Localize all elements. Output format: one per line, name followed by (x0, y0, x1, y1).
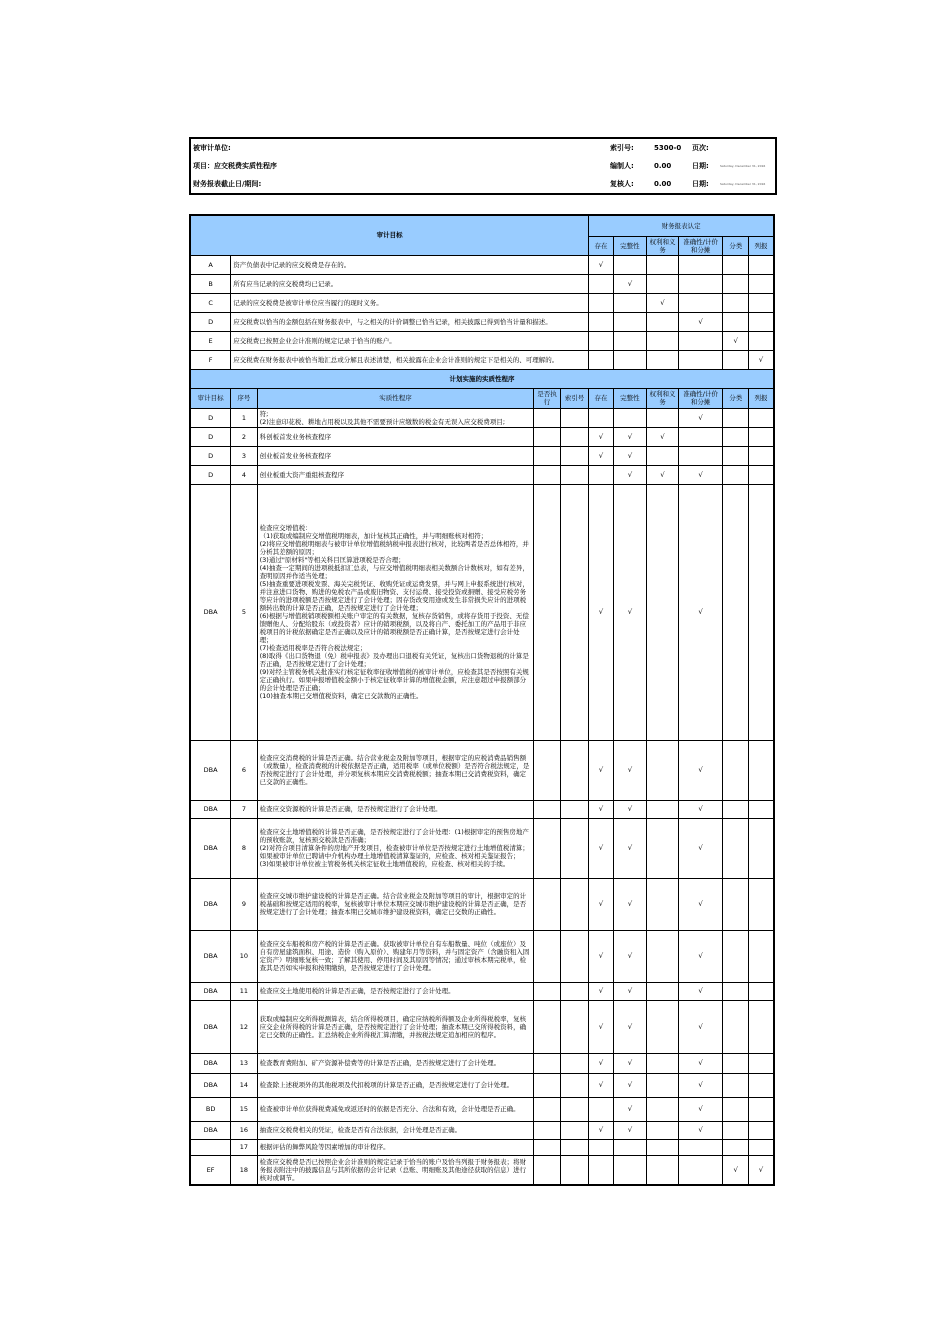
period-label: 财务报表截止日/期间: (193, 180, 262, 188)
procedure-check (723, 465, 748, 484)
objective-text: 应交税费以恰当的金额包括在财务报表中，与之相关的计价调整已恰当记录，相关披露已得到恰当计量和描述。 (231, 312, 589, 331)
assertion-header: 完整性 (613, 388, 647, 408)
procedure-executed[interactable] (534, 800, 560, 818)
procedure-objective: DBA (190, 1121, 231, 1139)
procedure-objective: DBA (190, 1053, 231, 1073)
procedure-seq: 12 (231, 1000, 257, 1053)
procedure-check (723, 484, 748, 740)
procedure-check (748, 446, 774, 465)
objective-check (748, 293, 774, 312)
procedure-text: 检查应交土地使用税的计算是否正确，是否按规定进行了会计处理。 (257, 982, 534, 1000)
procedure-objective: DBA (190, 878, 231, 930)
procedure-check: √ (647, 465, 679, 484)
procedure-index[interactable] (560, 878, 588, 930)
procedure-check (748, 818, 774, 878)
procedure-index[interactable] (560, 930, 588, 982)
procedure-check: √ (613, 1000, 647, 1053)
assertion-header: 存在 (589, 236, 613, 255)
procedure-check (589, 1097, 613, 1121)
procedure-check (748, 982, 774, 1000)
assertion-header: 准确性/计价和分摊 (678, 388, 723, 408)
procedure-check (748, 1139, 774, 1155)
header-table (189, 137, 777, 195)
objective-code: C (190, 293, 231, 312)
procedure-seq: 8 (231, 818, 257, 878)
procedure-check (647, 982, 679, 1000)
reviewed-date: Saturday, December 31, 2016 (720, 182, 766, 186)
procedure-executed[interactable] (534, 1000, 560, 1053)
procedure-check: √ (613, 484, 647, 740)
procedure-executed[interactable] (534, 484, 560, 740)
procedure-check (723, 878, 748, 930)
objective-code: E (190, 331, 231, 350)
procedure-objective: D (190, 446, 231, 465)
objective-check (647, 274, 679, 293)
procedure-check: √ (589, 800, 613, 818)
objective-text: 记录的应交税费是被审计单位应当履行的现时义务。 (231, 293, 589, 312)
objective-check (647, 312, 679, 331)
procedure-executed[interactable] (534, 446, 560, 465)
objective-check (589, 350, 613, 369)
procedure-check: √ (613, 1073, 647, 1097)
page-value (718, 138, 776, 157)
procedure-check (647, 800, 679, 818)
objective-check (613, 331, 647, 350)
procedure-check: √ (613, 465, 647, 484)
procedure-check: √ (678, 878, 723, 930)
auditee-label: 被审计单位: (193, 144, 231, 152)
procedure-check (748, 1073, 774, 1097)
reviewed-value: 0.00 (654, 180, 672, 188)
procedure-seq: 9 (231, 878, 257, 930)
objective-code: D (190, 312, 231, 331)
objective-check (748, 331, 774, 350)
objective-check (678, 274, 723, 293)
procedure-seq: 14 (231, 1073, 257, 1097)
procedure-check (723, 982, 748, 1000)
objective-check (723, 312, 748, 331)
col-procedure: 实质性程序 (257, 388, 534, 408)
procedure-executed[interactable] (534, 427, 560, 446)
procedure-objective (190, 1139, 231, 1155)
procedure-executed[interactable] (534, 818, 560, 878)
procedure-check (723, 1000, 748, 1053)
procedure-executed[interactable] (534, 740, 560, 800)
assertion-header: 分类 (723, 236, 748, 255)
procedure-check (723, 446, 748, 465)
procedure-check (748, 1097, 774, 1121)
procedure-text: 检查教育费附加、矿产资源补偿费等的计算是否正确，是否按规定进行了会计处理。 (257, 1053, 534, 1073)
procedure-index[interactable] (560, 1053, 588, 1073)
procedure-check (647, 446, 679, 465)
procedure-index[interactable] (560, 982, 588, 1000)
objective-check (613, 350, 647, 369)
procedure-executed[interactable] (534, 1097, 560, 1121)
procedure-check (647, 818, 679, 878)
procedure-check (748, 878, 774, 930)
procedure-check: √ (589, 1073, 613, 1097)
procedure-objective: DBA (190, 1000, 231, 1053)
procedure-index[interactable] (560, 1000, 588, 1053)
procedure-check: √ (613, 1053, 647, 1073)
objective-text: 应交税费在财务报表中被恰当地汇总或分解且表述清楚，相关披露在企业会计准则的规定下是相关的、可理解的。 (231, 350, 589, 369)
page-label: 页次: (692, 144, 709, 152)
procedure-seq: 16 (231, 1121, 257, 1139)
procedure-index[interactable] (560, 1121, 588, 1139)
objective-check (647, 255, 679, 274)
procedure-text: 科创板首发业务核查程序 (257, 427, 534, 446)
objective-check (678, 331, 723, 350)
procedure-check (723, 427, 748, 446)
procedure-text: 检查应交消费税的计算是否正确。结合营业税金及附加等项目，根据审定的应税消费品销售额（或数量），检查消费税的计税依据是否正确，适用税率（或单位税额）是否符合税法规定，是否按规定进行了会计处理，并分项复核本期应交消费税税额；抽查本期已交消费税资料，确定已交款的正确性。 (257, 740, 534, 800)
procedure-check: √ (678, 800, 723, 818)
procedure-text: 检查应交税费是否已按照企业会计准则的规定记录于恰当的账户及恰当列报于财务报表；将财务报表附注中的披露信息与其所依据的会计记录（总账、明细账及其他途径获取的信息）进行核对或调节。 (257, 1155, 534, 1185)
procedure-index[interactable] (560, 465, 588, 484)
procedure-check: √ (589, 930, 613, 982)
procedure-objective: DBA (190, 818, 231, 878)
objective-check (613, 293, 647, 312)
col-objective: 审计目标 (190, 388, 231, 408)
procedure-seq: 7 (231, 800, 257, 818)
procedure-check (589, 1139, 613, 1155)
procedure-check (723, 1053, 748, 1073)
procedure-objective: DBA (190, 484, 231, 740)
objective-check (678, 255, 723, 274)
objective-check (723, 274, 748, 293)
procedure-check (678, 1155, 723, 1185)
procedure-check: √ (589, 1053, 613, 1073)
procedure-check: √ (647, 427, 679, 446)
procedure-objective: DBA (190, 740, 231, 800)
objective-check (678, 293, 723, 312)
procedure-check (723, 800, 748, 818)
procedure-index[interactable] (560, 408, 588, 427)
objective-check (589, 312, 613, 331)
procedure-check (678, 1139, 723, 1155)
prepared-value: 0.00 (654, 162, 672, 170)
procedure-check (647, 1073, 679, 1097)
procedure-check: √ (589, 446, 613, 465)
assertion-header: 列报 (748, 236, 774, 255)
procedure-check (647, 1053, 679, 1073)
procedure-executed[interactable] (534, 465, 560, 484)
procedure-check (748, 800, 774, 818)
procedure-check: √ (613, 1097, 647, 1121)
procedure-check (647, 1000, 679, 1053)
procedure-check: √ (589, 427, 613, 446)
procedure-check: √ (678, 982, 723, 1000)
procedure-check (647, 1139, 679, 1155)
procedure-check (748, 1000, 774, 1053)
col-index: 索引号 (560, 388, 588, 408)
procedure-check (647, 878, 679, 930)
procedure-check: √ (613, 930, 647, 982)
procedure-check (723, 818, 748, 878)
procedure-check: √ (589, 878, 613, 930)
objective-check (678, 350, 723, 369)
procedure-text: 获取或编制应交所得税测算表，结合所得税项目，确定应纳税所得额及企业所得税税率，复核应交企业所得税的计算是否正确，是否按规定进行了会计处理；抽查本期已交所得税资料，确定已交数的正确性。汇总纳税企业所得税汇算清缴，并按税法规定追加相应的程序。 (257, 1000, 534, 1053)
objective-code: A (190, 255, 231, 274)
index-label: 索引号: (610, 144, 634, 152)
procedure-index[interactable] (560, 484, 588, 740)
procedure-check (613, 1139, 647, 1155)
procedure-check (589, 465, 613, 484)
procedure-check: √ (589, 740, 613, 800)
procedure-check: √ (613, 1121, 647, 1139)
procedure-objective: D (190, 465, 231, 484)
procedure-objective: EF (190, 1155, 231, 1185)
procedure-check: √ (678, 1053, 723, 1073)
procedure-check (748, 465, 774, 484)
procedure-check (748, 1053, 774, 1073)
procedure-text: 检查应交资源税的计算是否正确，是否按规定进行了会计处理。 (257, 800, 534, 818)
procedure-index[interactable] (560, 800, 588, 818)
procedure-check (748, 427, 774, 446)
procedure-check (647, 484, 679, 740)
procedure-executed[interactable] (534, 1139, 560, 1155)
procedure-check (723, 1121, 748, 1139)
procedure-check (748, 740, 774, 800)
objective-check (748, 312, 774, 331)
procedure-table (189, 214, 775, 1186)
procedure-executed[interactable] (534, 408, 560, 427)
procedure-check: √ (748, 1155, 774, 1185)
objective-check (723, 255, 748, 274)
procedure-objective: D (190, 427, 231, 446)
objective-check (589, 274, 613, 293)
procedure-check (723, 408, 748, 427)
procedure-check (678, 427, 723, 446)
procedure-check: √ (678, 1097, 723, 1121)
procedure-text: 创业板重大资产重组核查程序 (257, 465, 534, 484)
procedure-check: √ (613, 800, 647, 818)
procedure-index[interactable] (560, 1139, 588, 1155)
procedure-text: 检查应交增值税： （1)获取或编制应交增值税明细表，加计复核其正确性，并与明细账核对相符； (2)将应交增值税明细表与被审计单位增值税纳税申报表进行核对，比较两者是否总体相符，并分析其差额的原因； (3)通过"原材料"等相关科目匡算进项税是否合理； (4)抽查一定期间的进项税抵扣汇总表，与应交增值税明细表相关数额合计数核对，如有差异，查明原因并作适当处理； (5)抽查重要进项税发票、海关完税凭证、收购凭证或运费发票，并与网上申报系统进行核对，并注意进口货物、购进的免税农产品或废旧物资、支付运费、接受投资或捐赠、接受应税劳务等应计的进项税额是否按规定进行了会计处理；因存货改变用途或发生非常损失应计的进项税额转出数的计算是否正确，是否按规定进行了会计处理； (6)根据与增值税销项税额相关账户审定的有关数据，复核存货销售，或将存货用于投资、无偿馈赠他人、分配给股东（或投资者）应计的销项税额，以及将自产、委托加工的产品用于非应税项目的计税依据确定是否正确以及应计的销项税额是否正确计算，是否按规定进行会计处理； (7)检查适用税率是否符合税法规定； (8)取得《出口货物退（免）税申报表》及办理出口退税有关凭证，复核出口货物退税的计算是否正确，是否按规定进行了会计处理； (9)对经主管税务机关批准实行核定征收率征收增值税的被审计单位，应检查其是否按照有关规定正确执行。如果申报增值税金额小于核定征收率计算的增值税金额，应注意超过申报额部分的会计处理是否正确； (10)抽查本期已交增值税资料，确定已交款数的正确性。 (257, 484, 534, 740)
assertion-header: 权利和义务 (647, 236, 679, 255)
procedure-check (723, 1073, 748, 1097)
procedure-objective: DBA (190, 800, 231, 818)
objective-check (748, 274, 774, 293)
objective-code: F (190, 350, 231, 369)
objective-text: 资产负债表中记录的应交税费是存在的。 (231, 255, 589, 274)
procedure-index[interactable] (560, 818, 588, 878)
procedure-check (723, 1139, 748, 1155)
procedure-index[interactable] (560, 446, 588, 465)
procedure-check (647, 1155, 679, 1185)
assertion-group: 财务报表认定 (589, 215, 774, 236)
procedure-objective: DBA (190, 930, 231, 982)
objective-check (589, 293, 613, 312)
procedure-check (647, 408, 679, 427)
objective-code: B (190, 274, 231, 293)
procedure-text: 检查应交土地增值税的计算是否正确，是否按规定进行了会计处理：(1)根据审定的预售房地产的预收账款，复核预交税款是否准确； (2)对符合项目清算条件的房地产开发项目，检查被审计单位是否按规定进行土地增值税清算；如果被审计单位已聘请中介机构办理土地增值税清算鉴证的，应检查、核对相关鉴证报告； (3)如果被审计单位被主管税务机关核定征收土地增值税的，应检查、核对相关的手续。 (257, 818, 534, 878)
objective-check: √ (589, 255, 613, 274)
procedure-check (748, 408, 774, 427)
procedure-objective: D (190, 408, 231, 427)
objective-check: √ (678, 312, 723, 331)
col-executed: 是否执行 (534, 388, 560, 408)
procedure-seq: 1 (231, 408, 257, 427)
objective-check: √ (613, 274, 647, 293)
prepared-date: Saturday, December 31, 2016 (720, 164, 766, 168)
procedure-check (723, 930, 748, 982)
procedure-check (723, 1097, 748, 1121)
procedure-check: √ (678, 1073, 723, 1097)
procedure-seq: 5 (231, 484, 257, 740)
procedure-text: 检查被审计单位获得税费减免或返还时的依据是否充分、合法和有效，会计处理是否正确。 (257, 1097, 534, 1121)
procedure-seq: 18 (231, 1155, 257, 1185)
procedure-seq: 2 (231, 427, 257, 446)
objectives-title: 审计目标 (190, 215, 589, 255)
procedure-objective: DBA (190, 982, 231, 1000)
procedure-executed[interactable] (534, 930, 560, 982)
procedure-seq: 13 (231, 1053, 257, 1073)
procedure-check (748, 484, 774, 740)
procedure-check: √ (678, 1000, 723, 1053)
procedure-executed[interactable] (534, 1155, 560, 1185)
procedure-seq: 3 (231, 446, 257, 465)
procedure-check: √ (589, 484, 613, 740)
procedure-index[interactable] (560, 1155, 588, 1185)
assertion-header: 完整性 (613, 236, 647, 255)
procedure-check: √ (678, 465, 723, 484)
procedure-check: √ (678, 1121, 723, 1139)
index-value: 5300-0 (654, 144, 682, 152)
procedure-check: √ (589, 1000, 613, 1053)
procedure-check (647, 930, 679, 982)
date-label-2: 日期: (692, 180, 709, 188)
objective-check: √ (723, 331, 748, 350)
objective-check (589, 331, 613, 350)
procedure-seq: 10 (231, 930, 257, 982)
procedure-check: √ (678, 930, 723, 982)
procedure-check: √ (589, 818, 613, 878)
assertion-header: 准确性/计价和分摊 (678, 236, 723, 255)
procedure-executed[interactable] (534, 878, 560, 930)
objective-check (748, 255, 774, 274)
procedure-check: √ (589, 1121, 613, 1139)
procedure-check: √ (613, 740, 647, 800)
procedure-text: 检查除上述税项外的其他税项及代扣税项的计算是否正确，是否按规定进行了会计处理。 (257, 1073, 534, 1097)
procedure-text: 抽查应交税费相关的凭证，检查是否有合法依据，会计处理是否正确。 (257, 1121, 534, 1139)
procedure-check (748, 930, 774, 982)
procedure-seq: 15 (231, 1097, 257, 1121)
procedure-index[interactable] (560, 427, 588, 446)
objective-check (647, 350, 679, 369)
procedure-executed[interactable] (534, 1121, 560, 1139)
assertion-header: 权利和义务 (647, 388, 679, 408)
procedure-objective: DBA (190, 1073, 231, 1097)
procedure-objective: BD (190, 1097, 231, 1121)
objective-check (647, 331, 679, 350)
objective-check (613, 255, 647, 274)
objective-check: √ (748, 350, 774, 369)
procedure-check (647, 1121, 679, 1139)
procedure-check (613, 408, 647, 427)
procedure-check: √ (678, 818, 723, 878)
objective-check (723, 293, 748, 312)
reviewed-label: 复核人: (610, 180, 634, 188)
objective-check: √ (647, 293, 679, 312)
assertion-header: 列报 (748, 388, 774, 408)
assertion-header: 存在 (589, 388, 613, 408)
procedure-index[interactable] (560, 740, 588, 800)
procedure-seq: 17 (231, 1139, 257, 1155)
procedure-check: √ (613, 818, 647, 878)
procedure-text: 检查应交城市维护建设税的计算是否正确。结合营业税金及附加等项目的审计，根据审定的计税基础和按规定适用的税率，复核被审计单位本期应交城市维护建设税的计算是否正确，是否按规定进行了会计处理；抽查本期已交城市维护建设税资料，确定已交数的正确性。 (257, 878, 534, 930)
procedure-check (647, 1097, 679, 1121)
procedure-check (589, 408, 613, 427)
procedure-index[interactable] (560, 1097, 588, 1121)
procedure-check (678, 446, 723, 465)
procedure-text: 检查应交车船税和房产税的计算是否正确。获取被审计单位自有车船数量、吨位（或座位）及自有房屋建筑面积、用途、造价（购入原价）、购建年月等资料，并与固定资产（含融资租入固定资产）明细账复核一致；了解其使用、停用时间及其原因等情况；通过审核本期完税单，检查其是否如实申报和按期缴纳，是否按规定进行了会计处理。 (257, 930, 534, 982)
date-label: 日期: (692, 162, 709, 170)
objective-text: 应交税费已按照企业会计准则的规定记录于恰当的账户。 (231, 331, 589, 350)
procedure-check: √ (678, 484, 723, 740)
procedure-text: 符; (2)注意印花税、耕地占用税以及其他不需要预计应缴数的税金有无误入应交税费项目; (257, 408, 534, 427)
procedure-seq: 6 (231, 740, 257, 800)
procedure-executed[interactable] (534, 982, 560, 1000)
project-label: 项目：应交税费实质性程序 (193, 162, 277, 170)
procedure-seq: 11 (231, 982, 257, 1000)
procedure-check: √ (723, 1155, 748, 1185)
procedure-executed[interactable] (534, 1073, 560, 1097)
procedure-check (613, 1155, 647, 1185)
procedure-check: √ (589, 982, 613, 1000)
procedures-title: 计划实施的实质性程序 (190, 369, 774, 388)
procedure-check (723, 740, 748, 800)
objective-check (613, 312, 647, 331)
procedure-check: √ (613, 427, 647, 446)
procedure-check (589, 1155, 613, 1185)
col-seq: 序号 (231, 388, 257, 408)
procedure-check (748, 1121, 774, 1139)
objective-check (723, 350, 748, 369)
procedure-text: 根据评估的舞弊风险等因素增加的审计程序。 (257, 1139, 534, 1155)
procedure-check: √ (613, 878, 647, 930)
procedure-check: √ (613, 446, 647, 465)
procedure-seq: 4 (231, 465, 257, 484)
procedure-check: √ (678, 740, 723, 800)
objective-text: 所有应当记录的应交税费均已记录。 (231, 274, 589, 293)
procedure-text: 创业板首发业务核查程序 (257, 446, 534, 465)
procedure-check (647, 740, 679, 800)
procedure-check: √ (613, 982, 647, 1000)
prepared-label: 编制人: (610, 162, 634, 170)
procedure-executed[interactable] (534, 1053, 560, 1073)
assertion-header: 分类 (723, 388, 748, 408)
procedure-index[interactable] (560, 1073, 588, 1097)
procedure-check: √ (678, 408, 723, 427)
